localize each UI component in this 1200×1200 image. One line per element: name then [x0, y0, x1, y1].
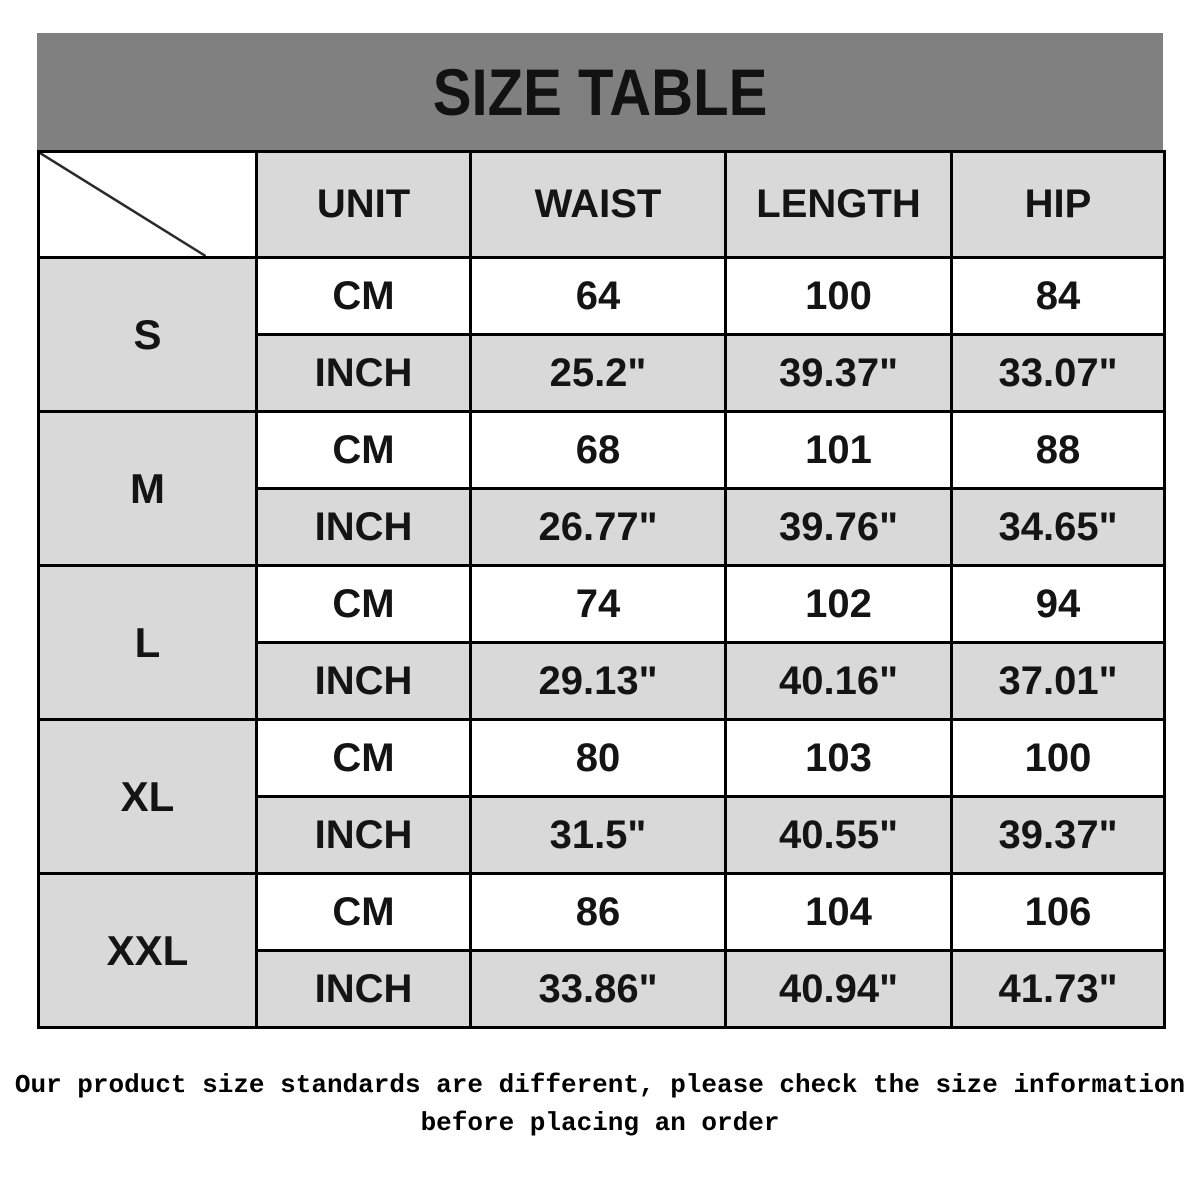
size-label-xxl: XXL — [39, 874, 257, 1028]
unit-cell: INCH — [257, 335, 471, 412]
value-cell: 103 — [726, 720, 952, 797]
value-cell: 106 — [952, 874, 1165, 951]
unit-cell: INCH — [257, 489, 471, 566]
value-cell: 25.2" — [471, 335, 726, 412]
table-row-s-cm — [39, 258, 1165, 335]
footer-note-line2: before placing an order — [420, 1108, 780, 1138]
corner-cell — [39, 152, 257, 258]
value-cell: 33.07" — [952, 335, 1165, 412]
size-label-m: M — [39, 412, 257, 566]
value-cell: 74 — [471, 566, 726, 643]
unit-cell: INCH — [257, 643, 471, 720]
value-cell: 41.73" — [952, 951, 1165, 1028]
diagonal-line-icon — [40, 153, 255, 256]
size-label-l: L — [39, 566, 257, 720]
value-cell: 68 — [471, 412, 726, 489]
value-cell: 37.01" — [952, 643, 1165, 720]
value-cell: 84 — [952, 258, 1165, 335]
value-cell: 26.77" — [471, 489, 726, 566]
value-cell: 94 — [952, 566, 1165, 643]
value-cell: 39.76" — [726, 489, 952, 566]
value-cell: 86 — [471, 874, 726, 951]
value-cell: 101 — [726, 412, 952, 489]
value-cell: 33.86" — [471, 951, 726, 1028]
footer-note — [0, 1066, 1200, 1142]
value-cell: 102 — [726, 566, 952, 643]
title-band — [37, 33, 1163, 150]
table-row-xl-cm — [39, 720, 1165, 797]
column-header-length: LENGTH — [726, 152, 952, 258]
value-cell: 39.37" — [952, 797, 1165, 874]
value-cell: 40.16" — [726, 643, 952, 720]
unit-cell: CM — [257, 874, 471, 951]
page-title: SIZE TABLE — [432, 54, 768, 129]
table-row-l-cm — [39, 566, 1165, 643]
value-cell: 100 — [726, 258, 952, 335]
table-row-xxl-cm — [39, 874, 1165, 951]
size-table — [37, 150, 1166, 1029]
value-cell: 40.55" — [726, 797, 952, 874]
value-cell: 34.65" — [952, 489, 1165, 566]
unit-cell: CM — [257, 720, 471, 797]
value-cell: 100 — [952, 720, 1165, 797]
value-cell: 31.5" — [471, 797, 726, 874]
column-header-waist: WAIST — [471, 152, 726, 258]
unit-cell: INCH — [257, 951, 471, 1028]
header-row — [39, 152, 1165, 258]
size-label-s: S — [39, 258, 257, 412]
footer-note-line1: Our product size standards are different, please check the size information — [14, 1070, 1186, 1100]
unit-cell: CM — [257, 566, 471, 643]
size-label-xl: XL — [39, 720, 257, 874]
unit-cell: CM — [257, 412, 471, 489]
value-cell: 39.37" — [726, 335, 952, 412]
value-cell: 64 — [471, 258, 726, 335]
unit-cell: CM — [257, 258, 471, 335]
value-cell: 104 — [726, 874, 952, 951]
column-header-unit: UNIT — [257, 152, 471, 258]
value-cell: 40.94" — [726, 951, 952, 1028]
value-cell: 29.13" — [471, 643, 726, 720]
value-cell: 80 — [471, 720, 726, 797]
column-header-hip: HIP — [952, 152, 1165, 258]
value-cell: 88 — [952, 412, 1165, 489]
unit-cell: INCH — [257, 797, 471, 874]
table-row-m-cm — [39, 412, 1165, 489]
